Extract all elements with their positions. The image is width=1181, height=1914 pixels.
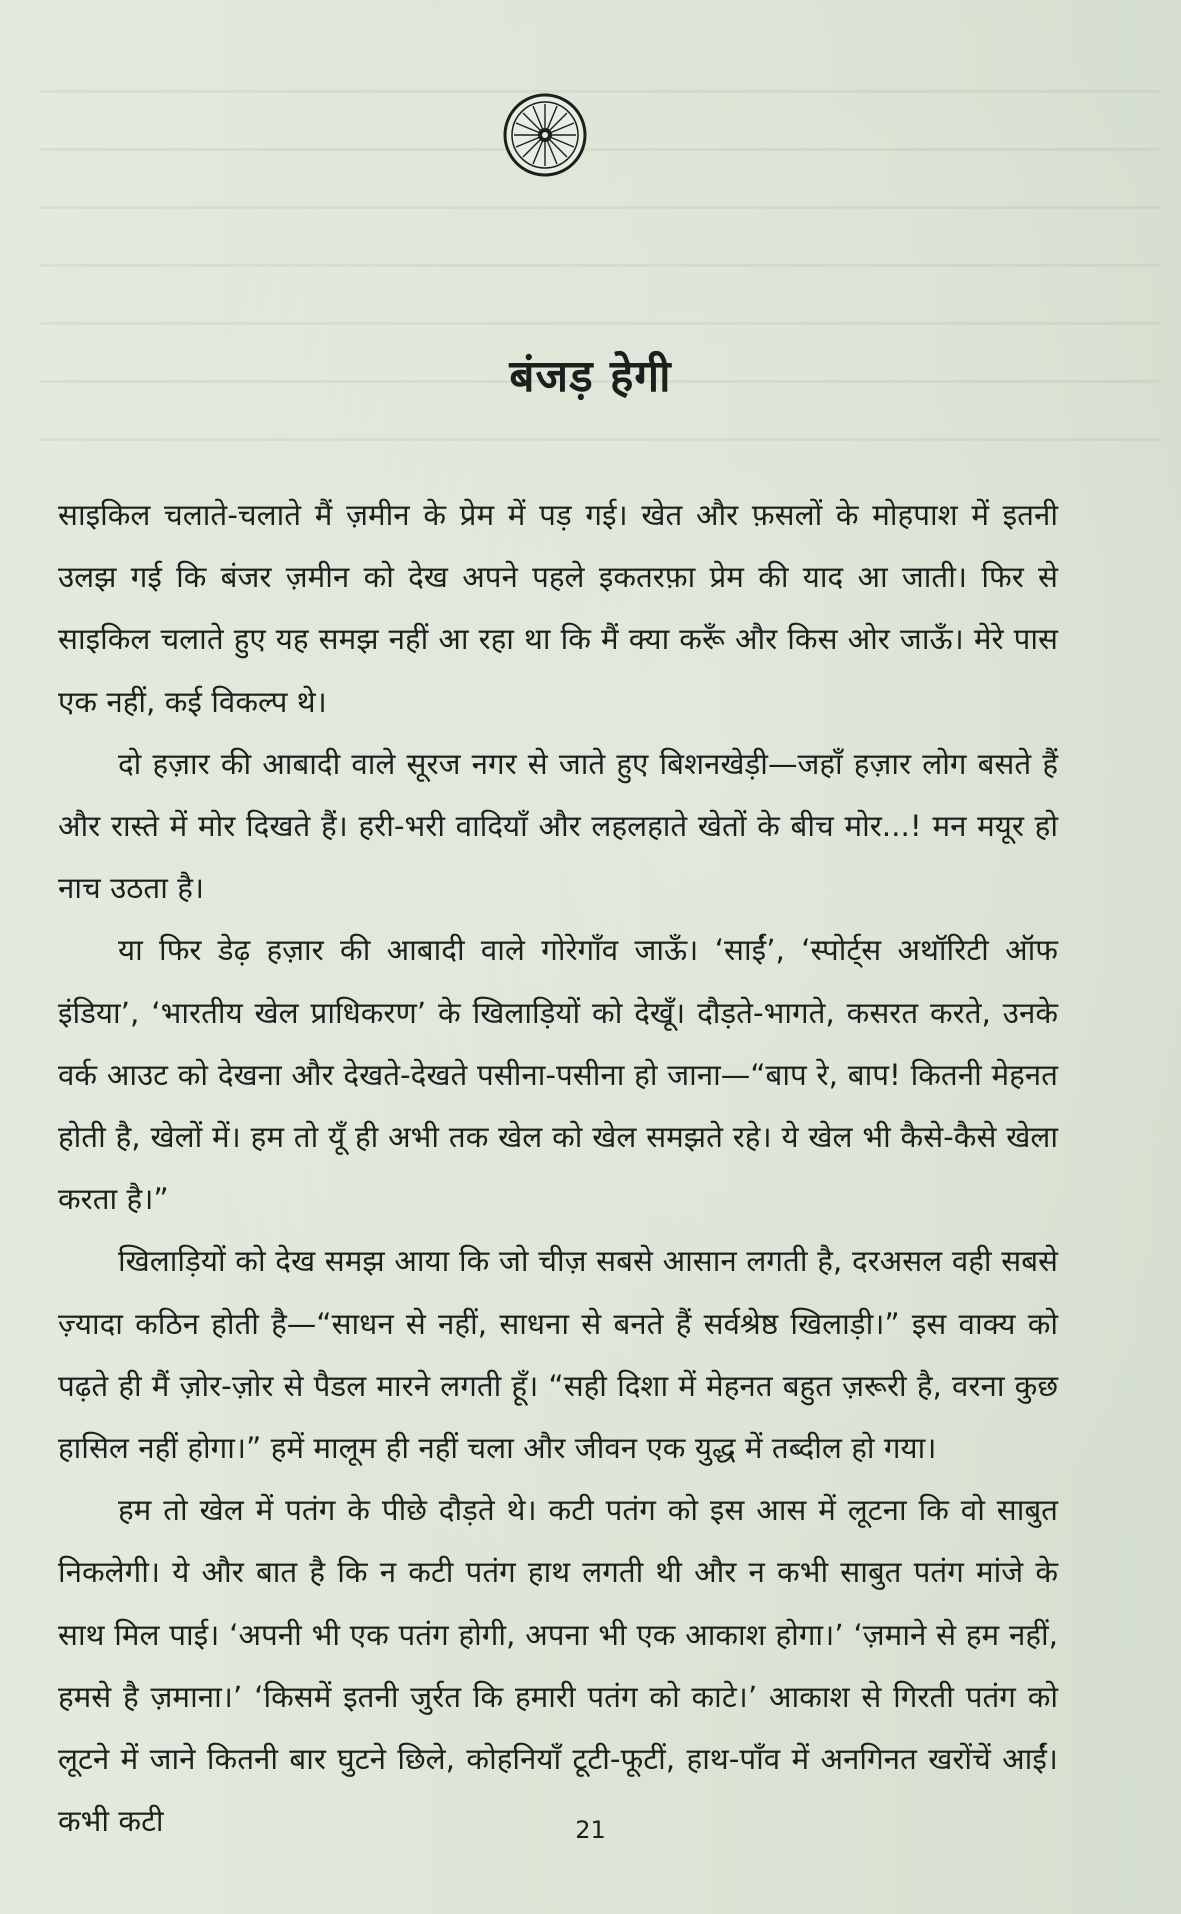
paragraph-1: साइकिल चलाते-चलाते मैं ज़मीन के प्रेम में पड़ गई। खेत और फ़सलों के मोहपाश में इतनी उलझ गई कि बंजर ज़मीन को देख अपने पहले इकतरफ़ा प्रेम की याद आ जाती। फिर से साइकिल चलाते हुए यह समझ नहीं आ रहा था कि मैं क्या करूँ और किस ओर जाऊँ। मेरे पास एक नहीं, कई विकल्प थे। [58, 498, 1058, 719]
paragraph-5: हम तो खेल में पतंग के पीछे दौड़ते थे। कटी पतंग को इस आस में लूटना कि वो साबुत निकलेगी। ये और बात है कि न कटी पतंग हाथ लगती थी और न कभी साबुत पतंग मांजे के साथ मिल पाई। ‘अपनी भी एक पतंग होगी, अपना भी एक आकाश होगा।’ ‘ज़माने से हम नहीं, हमसे है ज़माना।’ ‘किसमें इतनी जुर्रत कि हमारी पतंग को काटे।’ आकाश से गिरती पतंग को लूटने में जाने कितनी बार घुटने छिले, कोहनियाँ टूटी-फूटीं, हाथ-पाँव में अनगिनत खरोंचें आईं। कभी कटी [58, 1493, 1058, 1839]
paragraph-2: दो हज़ार की आबादी वाले सूरज नगर से जाते हुए बिशनखेड़ी—जहाँ हज़ार लोग बसते हैं और रास्ते में मोर दिखते हैं। हरी-भरी वादियाँ और लहलहाते खेतों के बीच मोर...! मन मयूर हो नाच उठता है। [58, 746, 1058, 906]
page-number: 21 [575, 1816, 606, 1844]
show-through-text [40, 90, 1160, 470]
chapter-body [58, 484, 1058, 1852]
paragraph-3: या फिर डेढ़ हज़ार की आबादी वाले गोरेगाँव जाऊँ। ‘साईं’, ‘स्पोर्ट्स अथॉरिटी ऑफ इंडिया’, ‘भारतीय खेल प्राधिकरण’ के खिलाड़ियों को देखूँ। दौड़ते-भागते, कसरत करते, उनके वर्क आउट को देखना और देखते-देखते पसीना-पसीना हो जाना—“बाप रे, बाप! कितनी मेहनत होती है, खेलों में। हम तो यूँ ही अभी तक खेल को खेल समझते रहे। ये खेल भी कैसे-कैसे खेला करता है।” [58, 933, 1058, 1217]
chapter-title: बंजड़ हेगी [509, 351, 672, 402]
wheel-emblem-icon [502, 92, 588, 178]
paragraph-4: खिलाड़ियों को देख समझ आया कि जो चीज़ सबसे आसान लगती है, दरअसल वही सबसे ज़्यादा कठिन होती है—“साधन से नहीं, साधना से बनते हैं सर्वश्रेष्ठ खिलाड़ी।” इस वाक्य को पढ़ते ही मैं ज़ोर-ज़ोर से पैडल मारने लगती हूँ। “सही दिशा में मेहनत बहुत ज़रूरी है, वरना कुछ हासिल नहीं होगा।” हमें मालूम ही नहीं चला और जीवन एक युद्ध में तब्दील हो गया। [58, 1244, 1058, 1466]
